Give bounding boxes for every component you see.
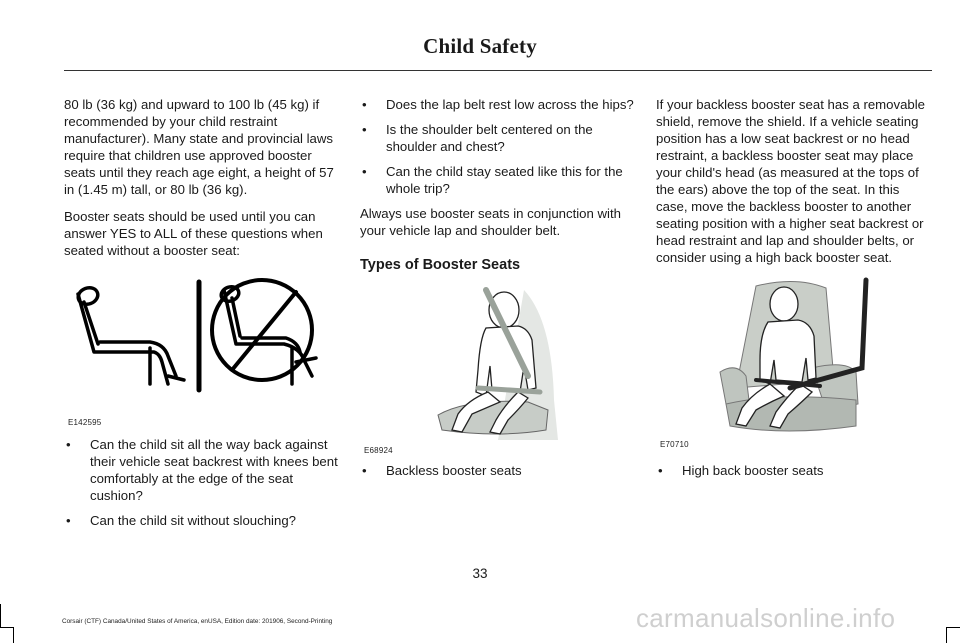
figure-code-e70710: E70710 <box>660 440 689 449</box>
column-1 <box>64 96 342 269</box>
figure-code-e68924: E68924 <box>364 446 393 455</box>
seating-posture-illustration <box>64 272 334 402</box>
crop-mark <box>946 627 947 643</box>
crop-mark <box>946 627 960 628</box>
list-item: • Can the child stay seated like this for the whole trip? <box>360 163 634 197</box>
list-item: • Can the child sit all the way back against their vehicle seat backrest with knees bent comfortably at the edge of the seat cushion? <box>64 436 342 504</box>
watermark: carmanualsonline.info <box>636 603 896 633</box>
backless-shield-paragraph: If your backless booster seat has a removable shield, remove the shield. If a vehicle seating position has a low seat backrest or no head restraint, a backless booster seat may place your child's head (as measured at the tops of the ears) above the top of the seat. In this case, move the backless booster to another seating position with a higher seat backrest or head restraint and lap and shoulder belts, or consider using a high back booster seat. <box>656 97 926 265</box>
list-item: • Can the child sit without slouching? <box>64 512 342 529</box>
list-item: • Backless booster seats <box>360 462 634 479</box>
edition-footer: Corsair (CTF) Canada/United States of America, enUSA, Edition date: 201906, Second-Printing <box>62 618 333 625</box>
crop-mark <box>13 627 14 643</box>
list-item: • High back booster seats <box>656 462 928 479</box>
intro-paragraph: 80 lb (36 kg) and upward to 100 lb (45 kg) if recommended by your child restraint manufacturer). Many state and provincial laws require that children use approved booster seats until they reach age eight, a height of 57 in (1.45 m) tall, or 80 lb (36 kg). <box>64 97 334 197</box>
booster-belt-paragraph: Always use booster seats in conjunction with your vehicle lap and shoulder belt. <box>360 206 621 238</box>
page-number: 33 <box>472 566 488 581</box>
column-3 <box>656 96 928 266</box>
column-3-caption <box>656 462 928 487</box>
column-1-bullets <box>64 436 342 537</box>
backless-booster-illustration <box>428 280 558 440</box>
column-2-caption <box>360 462 634 487</box>
column-2 <box>360 96 634 274</box>
page-title: Child Safety <box>423 34 537 58</box>
section-heading: Types of Booster Seats <box>360 257 521 273</box>
booster-questions-intro: Booster seats should be used until you can answer YES to ALL of these questions when seated without a booster seat: <box>64 209 323 258</box>
list-item: • Is the shoulder belt centered on the shoulder and chest? <box>360 121 634 155</box>
figure-code-e142595: E142595 <box>68 418 102 427</box>
crop-mark <box>0 604 1 628</box>
list-item: • Does the lap belt rest low across the hips? <box>360 96 634 113</box>
header-divider <box>64 70 932 71</box>
crop-mark <box>0 627 14 628</box>
high-back-booster-illustration <box>716 276 872 440</box>
